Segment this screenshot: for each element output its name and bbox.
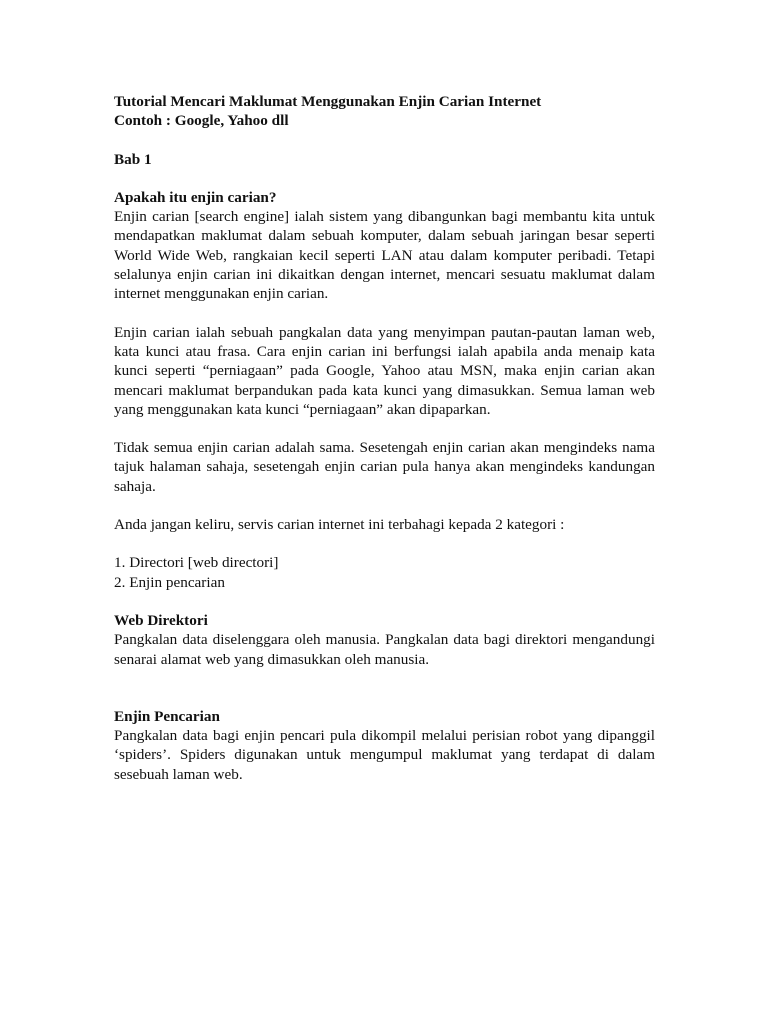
- spacer: [114, 419, 655, 438]
- list-item: 2. Enjin pencarian: [114, 573, 225, 591]
- intro-paragraph-4: Anda jangan keliru, servis carian internet ini terbahagi kepada 2 kategori :: [114, 516, 565, 534]
- intro-paragraph-1: Enjin carian [search engine] ialah sistem yang dibangunkan bagi membantu kita untuk mendapatkan maklumat dalam sebuah komputer, dalam sebuah jaringan besar seperti World Wide Web, rangkaian kecil seperti LAN atau dalam komputer peribadi. Tetapi selalunya enjin carian ini dikaitkan dengan internet, mencari sesuatu maklumat dalam internet menggunakan enjin carian.: [114, 208, 655, 303]
- document-subtitle: Contoh : Google, Yahoo dll: [114, 112, 289, 130]
- spacer: [114, 496, 655, 515]
- category-list: [114, 553, 655, 592]
- web-directory-paragraph: Pangkalan data diselenggara oleh manusia. Pangkalan data bagi direktori mengandungi senarai alamat web yang dimasukkan oleh manusia.: [114, 631, 655, 668]
- spacer: [114, 592, 655, 611]
- spacer: [114, 304, 655, 323]
- chapter-label: Bab 1: [114, 150, 152, 168]
- search-engine-paragraph: Pangkalan data bagi enjin pencari pula dikompil melalui perisian robot yang dipanggil ‘spiders’. Spiders digunakan untuk mengumpul maklumat yang terdapat di dalam sesebuah laman web.: [114, 727, 655, 783]
- spacer: [114, 169, 655, 188]
- document-body: [114, 92, 655, 784]
- intro-paragraph-3: Tidak semua enjin carian adalah sama. Sesetengah enjin carian akan mengindeks nama tajuk halaman sahaja, sesetengah enjin carian pula hanya akan mengindeks kandungan sahaja.: [114, 439, 655, 495]
- spacer: [114, 534, 655, 553]
- list-item: 1. Directori [web directori]: [114, 554, 279, 572]
- search-engine-heading: Enjin Pencarian: [114, 707, 220, 725]
- intro-heading: Apakah itu enjin carian?: [114, 188, 277, 206]
- web-directory-heading: Web Direktori: [114, 611, 208, 629]
- intro-paragraph-2: Enjin carian ialah sebuah pangkalan data yang menyimpan pautan-pautan laman web, kata kunci atau frasa. Cara enjin carian ini berfungsi ialah apabila anda menaip kata kunci seperti “perniagaan” pada Google, Yahoo atau MSN, maka enjin carian akan mencari maklumat berpandukan pada kata kunci yang dimasukkan. Semua laman web yang menggunakan kata kunci “perniagaan” akan dipaparkan.: [114, 323, 655, 418]
- document-title: Tutorial Mencari Maklumat Menggunakan Enjin Carian Internet: [114, 93, 542, 110]
- spacer: [114, 131, 655, 150]
- spacer: [114, 669, 655, 707]
